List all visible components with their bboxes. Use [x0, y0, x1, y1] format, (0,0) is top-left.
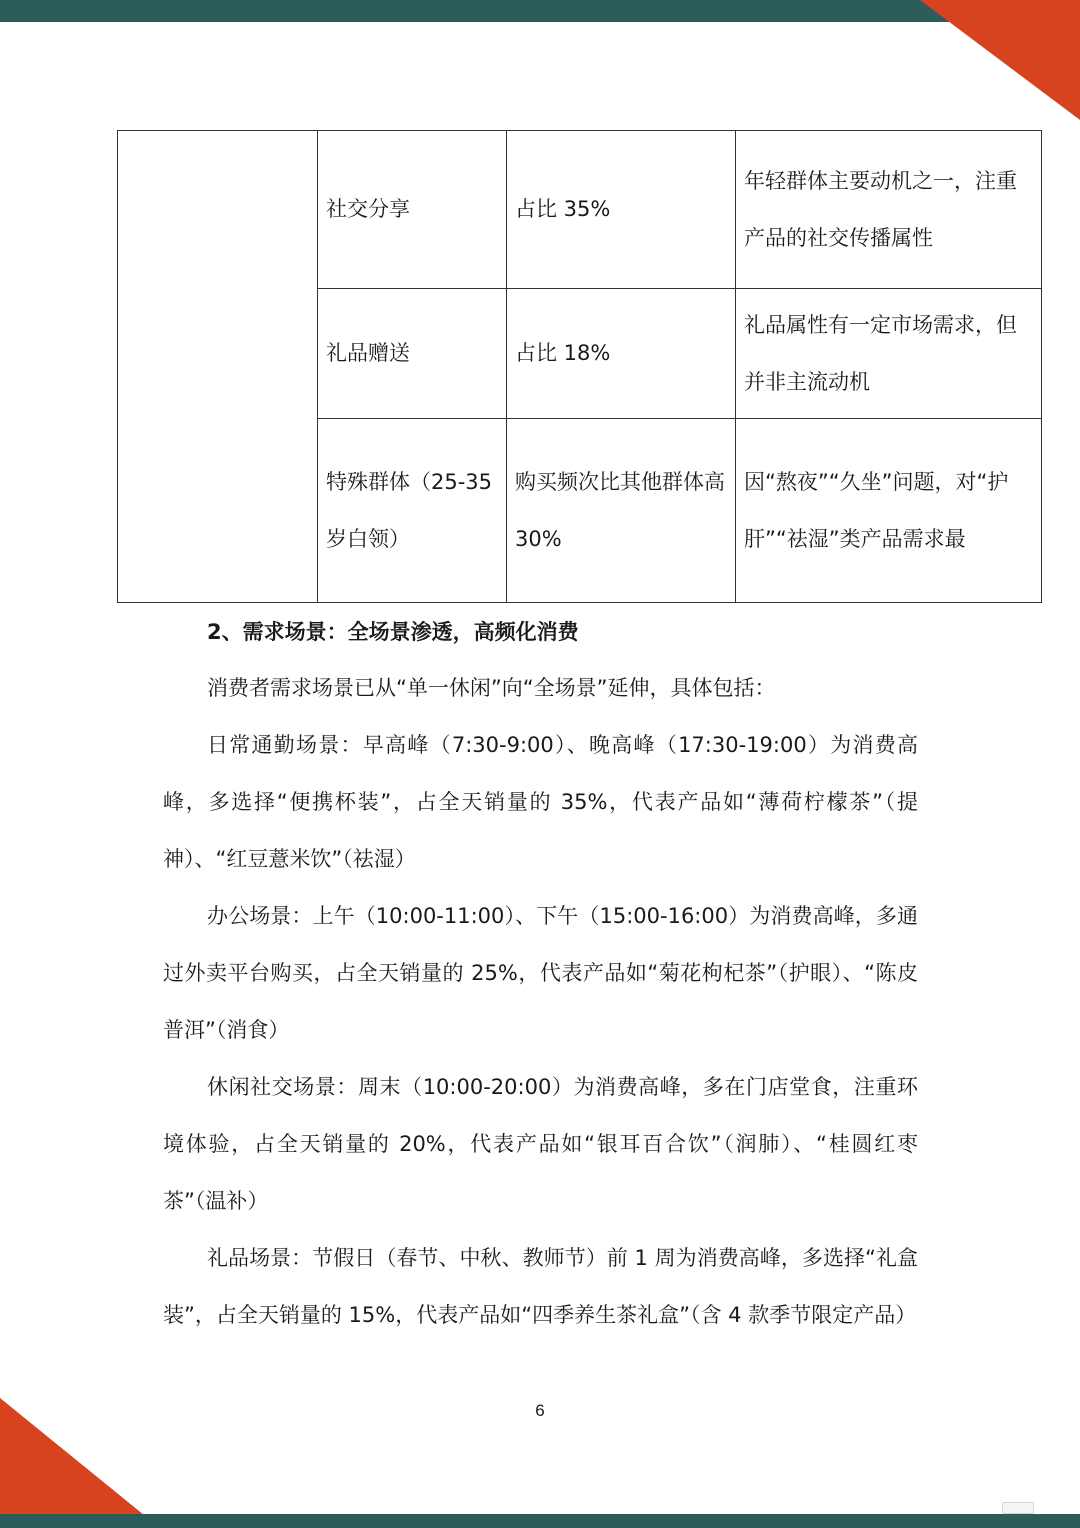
top-right-corner-triangle: [920, 0, 1080, 120]
page-number: 6: [535, 1401, 545, 1420]
scenario-leisure: 休闲社交场景：周末（10:00-20:00）为消费高峰，多在门店堂食，注重环境体验，占全天销量的 20%，代表产品如“银耳百合饮”（润肺）、“桂圆红枣茶”（温补）: [163, 1075, 918, 1213]
section-intro: 消费者需求场景已从“单一休闲”向“全场景”延伸，具体包括：: [207, 676, 776, 700]
section-heading: 2、需求场景：全场景渗透，高频化消费: [207, 620, 579, 644]
table-cell-note: 礼品属性有一定市场需求，但并非主流动机: [736, 289, 1042, 419]
top-decor-bar: [0, 0, 1080, 22]
scenario-commute: 日常通勤场景：早高峰（7:30-9:00）、晚高峰（17:30-19:00）为消费高峰，多选择“便携杯装”，占全天销量的 35%，代表产品如“薄荷柠檬茶”（提神）、“红豆薏米饮”（祛湿）: [163, 733, 918, 871]
bottom-decor-bar: [0, 1514, 1080, 1528]
table-cell-ratio: 占比 18%: [507, 289, 736, 419]
table-cell-ratio: 购买频次比其他群体高 30%: [507, 419, 736, 603]
demand-table: [117, 130, 1042, 603]
table-cell-factor: 社交分享: [318, 131, 507, 289]
watermark-badge: [1002, 1502, 1034, 1514]
table-row: [118, 131, 1042, 289]
table-cell-note: 因“熬夜”“久坐”问题，对“护肝”“祛湿”类产品需求最: [736, 419, 1042, 603]
scenario-office: 办公场景：上午（10:00-11:00）、下午（15:00-16:00）为消费高峰，多通过外卖平台购买，占全天销量的 25%，代表产品如“菊花枸杞茶”（护眼）、“陈皮普洱”（消食）: [163, 904, 918, 1042]
table-cell-factor: 特殊群体（25-35 岁白领）: [318, 419, 507, 603]
section-content: [163, 604, 918, 1344]
scenario-gift: 礼品场景：节假日（春节、中秋、教师节）前 1 周为消费高峰，多选择“礼盒装”，占全天销量的 15%，代表产品如“四季养生茶礼盒”（含 4 款季节限定产品）: [163, 1246, 918, 1327]
table-cell-factor: 礼品赠送: [318, 289, 507, 419]
table-cell-ratio: 占比 35%: [507, 131, 736, 289]
table-merged-category-cell: [118, 131, 318, 603]
table-cell-note: 年轻群体主要动机之一，注重产品的社交传播属性: [736, 131, 1042, 289]
